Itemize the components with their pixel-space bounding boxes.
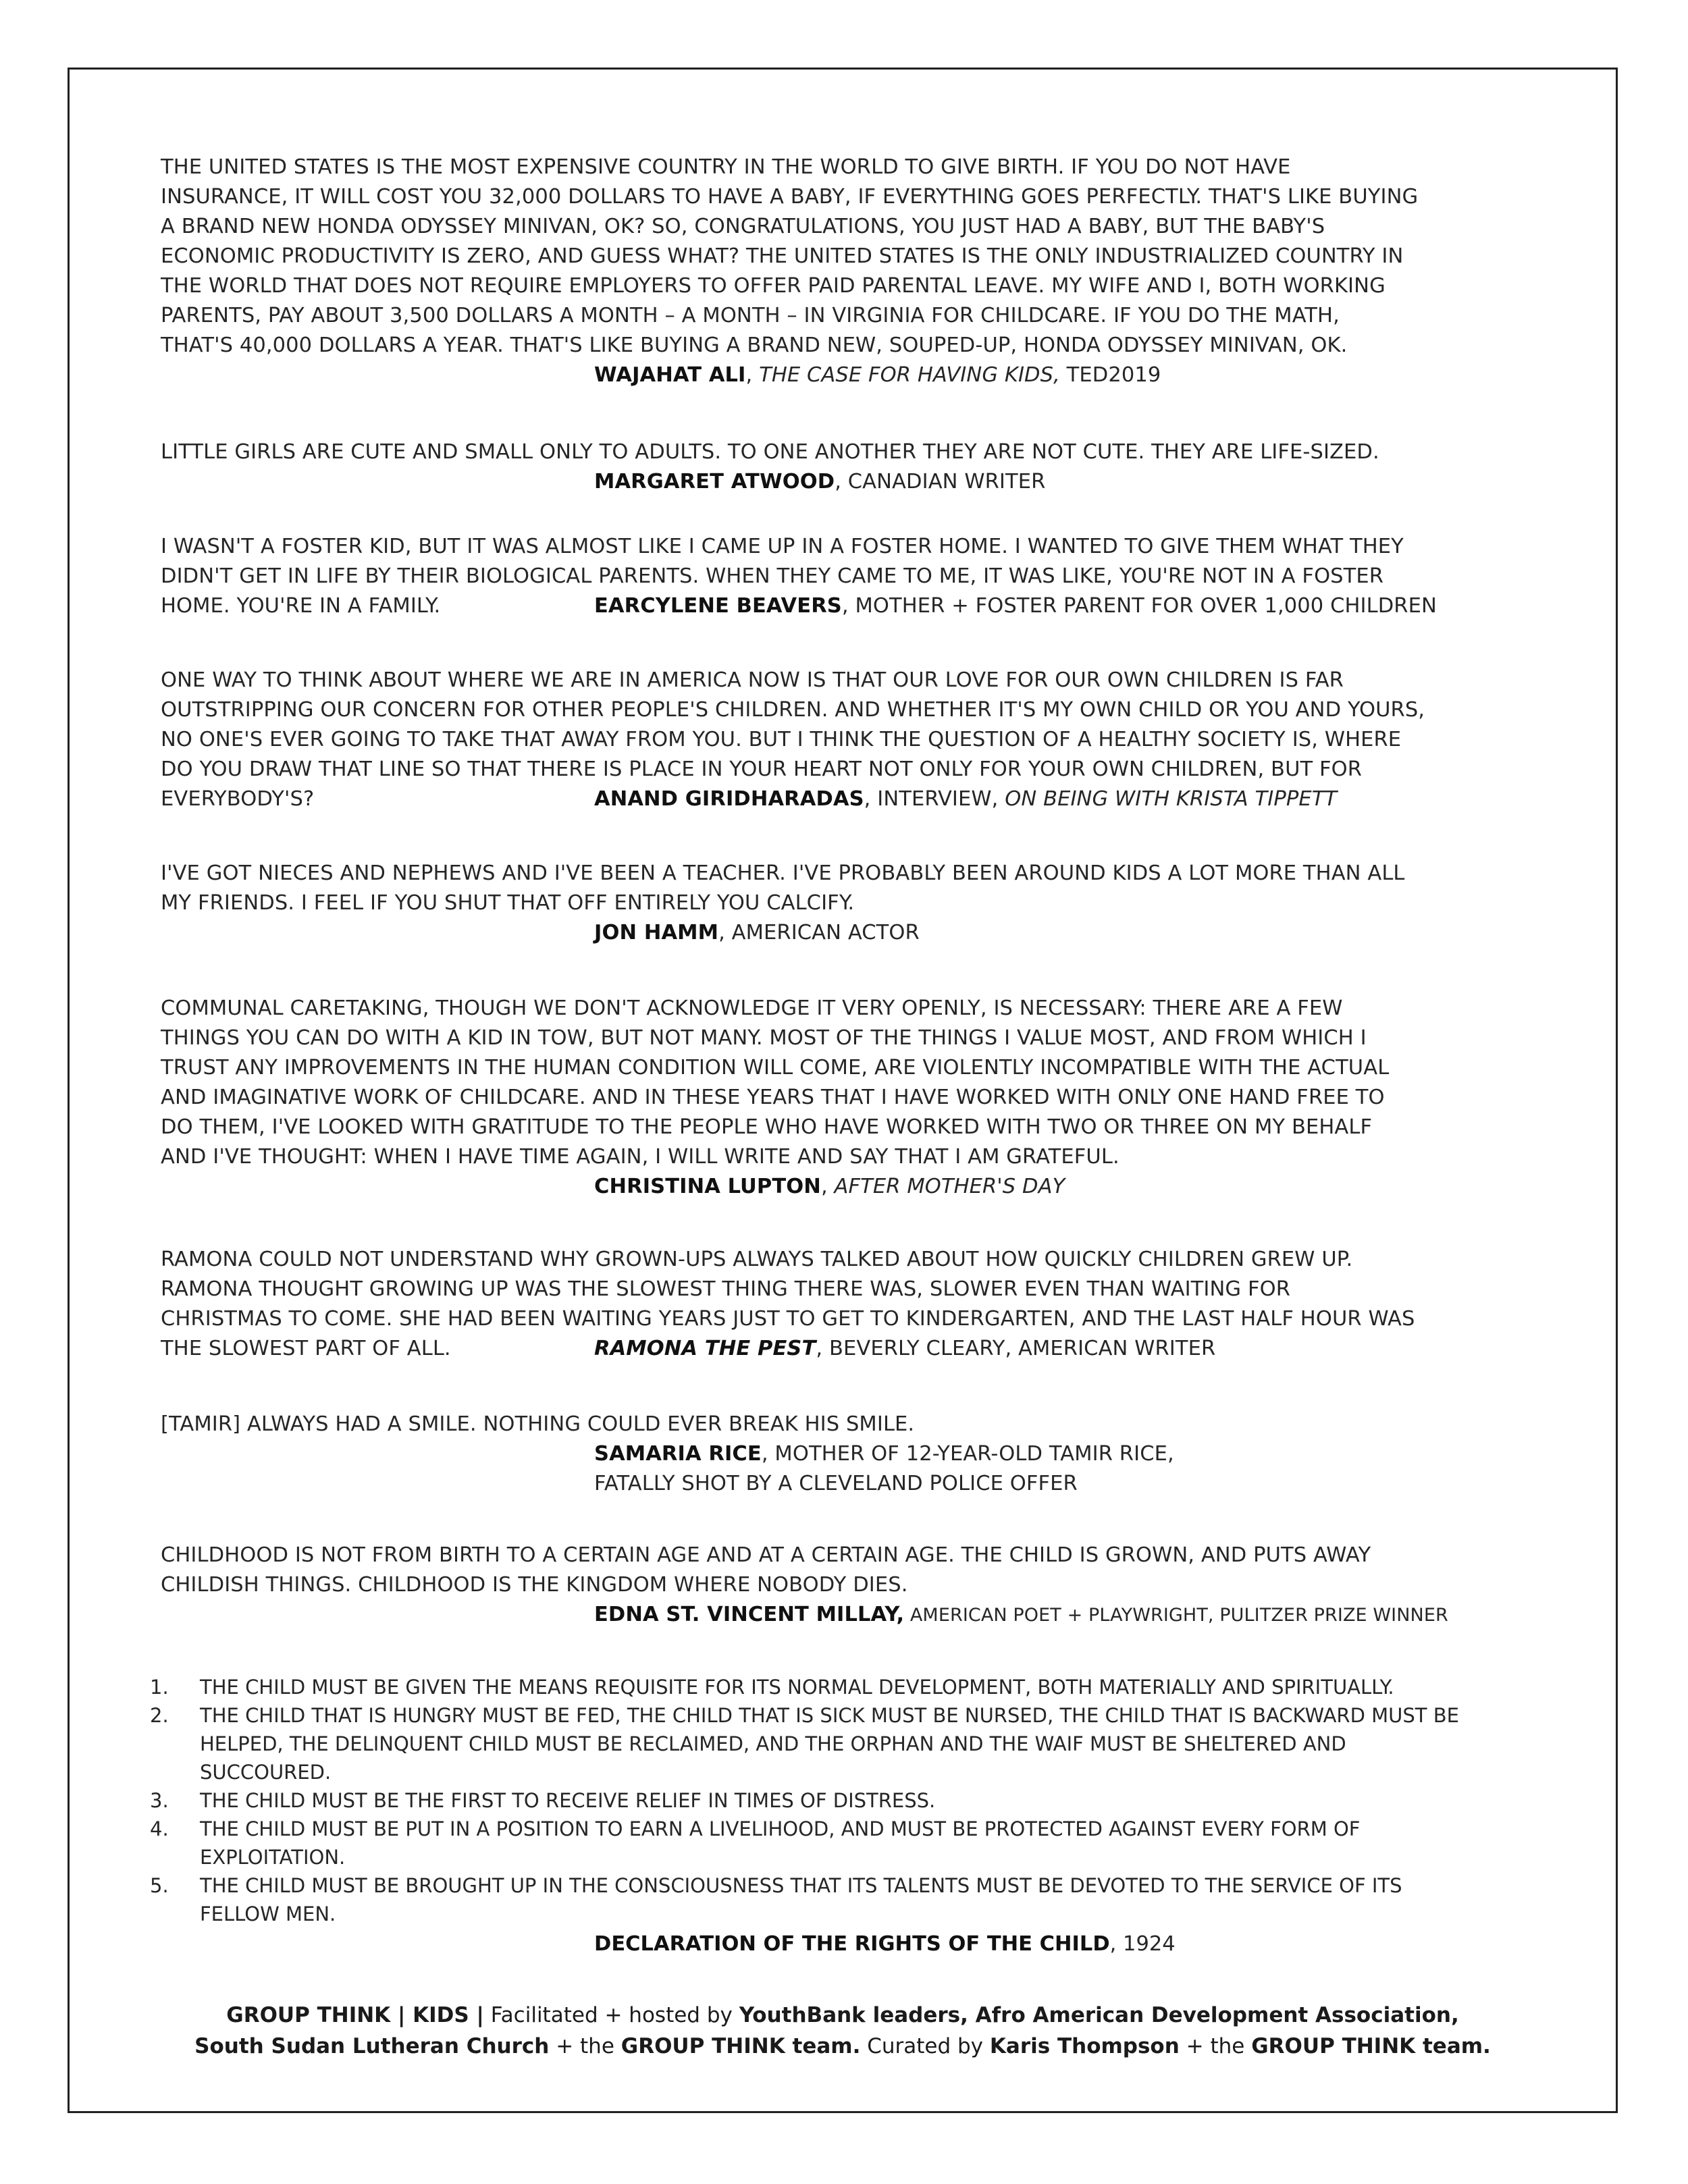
author-name: JON HAMM [594, 921, 719, 944]
list-number: 4. [150, 1817, 169, 1840]
book-title: RAMONA THE PEST [594, 1337, 816, 1360]
attribution: SAMARIA RICE, MOTHER OF 12-YEAR-OLD TAMIR RICE, [594, 1442, 1174, 1466]
quote-last-line-with-attribution: HOME. YOU'RE IN A FAMILY. EARCYLENE BEAVERS, MOTHER + FOSTER PARENT FOR OVER 1,000 CHILDREN [161, 594, 1437, 618]
quote-line: CHRISTMAS TO COME. SHE HAD BEEN WAITING YEARS JUST TO GET TO KINDERGARTEN, AND THE LAST HALF HOUR WAS [161, 1307, 1415, 1331]
quote-line: RAMONA COULD NOT UNDERSTAND WHY GROWN-UPS ALWAYS TALKED ABOUT HOW QUICKLY CHILDREN GREW UP. [161, 1248, 1353, 1271]
host-organization: South Sudan Lutheran Church [194, 2034, 550, 2058]
quote-ramona-the-pest [161, 1245, 1552, 1364]
quote-line: THAT'S 40,000 DOLLARS A YEAR. THAT'S LIKE BUYING A BRAND NEW, SOUPED-UP, HONDA ODYSSEY MINIVAN, OK. [161, 334, 1348, 357]
quote-margaret-atwood [161, 437, 1552, 497]
quote-last-line-with-attribution: THE SLOWEST PART OF ALL. RAMONA THE PEST, BEVERLY CLEARY, AMERICAN WRITER [161, 1337, 1216, 1360]
quote-line: CHILDISH THINGS. CHILDHOOD IS THE KINGDOM WHERE NOBODY DIES. [161, 1573, 908, 1597]
document-title: DECLARATION OF THE RIGHTS OF THE CHILD [594, 1932, 1110, 1956]
host-organizations: YouthBank leaders, Afro American Development Association, [739, 2003, 1459, 2027]
quote-line: ONE WAY TO THINK ABOUT WHERE WE ARE IN AMERICA NOW IS THAT OUR LOVE FOR OUR OWN CHILDREN IS FAR [161, 668, 1344, 692]
author-name: SAMARIA RICE [594, 1442, 762, 1466]
quote-line: MY FRIENDS. I FEEL IF YOU SHUT THAT OFF ENTIRELY YOU CALCIFY. [161, 891, 855, 915]
list-number: 3. [150, 1789, 169, 1812]
list-item: 3. THE CHILD MUST BE THE FIRST TO RECEIVE RELIEF IN TIMES OF DISTRESS. [142, 1786, 1560, 1815]
list-number: 1. [150, 1676, 169, 1699]
author-name: WAJAHAT ALI [594, 363, 746, 387]
list-number: 5. [150, 1874, 169, 1897]
list-item: 5. THE CHILD MUST BE BROUGHT UP IN THE CONSCIOUSNESS THAT ITS TALENTS MUST BE DEVOTED TO THE SERVICE OF ITS FELLOW MEN. [142, 1871, 1560, 1928]
source-title: THE CASE FOR HAVING KIDS, [759, 363, 1060, 387]
attribution-continued: FATALLY SHOT BY A CLEVELAND POLICE OFFER [594, 1472, 1078, 1495]
curator-name: Karis Thompson [989, 2034, 1180, 2058]
attribution: WAJAHAT ALI, THE CASE FOR HAVING KIDS, TED2019 [594, 363, 1161, 387]
attribution: MARGARET ATWOOD, CANADIAN WRITER [594, 470, 1046, 494]
quote-line: PARENTS, PAY ABOUT 3,500 DOLLARS A MONTH – A MONTH – IN VIRGINIA FOR CHILDCARE. IF YOU DO THE MATH, [161, 304, 1340, 327]
quote-line: [TAMIR] ALWAYS HAD A SMILE. NOTHING COULD EVER BREAK HIS SMILE. [161, 1412, 915, 1436]
source-title: AFTER MOTHER'S DAY [834, 1175, 1065, 1198]
quote-line: ECONOMIC PRODUCTIVITY IS ZERO, AND GUESS WHAT? THE UNITED STATES IS THE ONLY INDUSTRIALIZED COUNTRY IN [161, 244, 1404, 268]
author-name: CHRISTINA LUPTON [594, 1175, 821, 1198]
author-name: MARGARET ATWOOD [594, 470, 835, 494]
quote-line: OUTSTRIPPING OUR CONCERN FOR OTHER PEOPLE'S CHILDREN. AND WHETHER IT'S MY OWN CHILD OR YOU AND YOURS, [161, 698, 1425, 722]
quote-line: I'VE GOT NIECES AND NEPHEWS AND I'VE BEEN A TEACHER. I'VE PROBABLY BEEN AROUND KIDS A LOT MORE THAN ALL [161, 861, 1405, 885]
quote-line: NO ONE'S EVER GOING TO TAKE THAT AWAY FROM YOU. BUT I THINK THE QUESTION OF A HEALTHY SOCIETY IS, WHERE [161, 728, 1402, 751]
quote-line: AND IMAGINATIVE WORK OF CHILDCARE. AND IN THESE YEARS THAT I HAVE WORKED WITH ONLY ONE HAND FREE TO [161, 1086, 1385, 1109]
quote-line: LITTLE GIRLS ARE CUTE AND SMALL ONLY TO ADULTS. TO ONE ANOTHER THEY ARE NOT CUTE. THEY ARE LIFE-SIZED. [161, 440, 1379, 464]
declaration-attribution: DECLARATION OF THE RIGHTS OF THE CHILD, 1924 [594, 1932, 1176, 1956]
quote-earcylene-beavers [161, 532, 1552, 621]
quote-line: DO YOU DRAW THAT LINE SO THAT THERE IS PLACE IN YOUR HEART NOT ONLY FOR YOUR OWN CHILDREN, BUT FOR [161, 757, 1363, 781]
quote-line: THE WORLD THAT DOES NOT REQUIRE EMPLOYERS TO OFFER PAID PARENTAL LEAVE. MY WIFE AND I, BOTH WORKING [161, 274, 1386, 298]
team-name: GROUP THINK team. [1251, 2034, 1491, 2058]
quote-samaria-rice [161, 1410, 1552, 1499]
quote-last-line-with-attribution: EVERYBODY'S? ANAND GIRIDHARADAS, INTERVIEW, ON BEING WITH KRISTA TIPPETT [161, 787, 1338, 811]
attribution: CHRISTINA LUPTON, AFTER MOTHER'S DAY [594, 1175, 1065, 1198]
author-name: EARCYLENE BEAVERS [594, 594, 842, 618]
quote-line: CHILDHOOD IS NOT FROM BIRTH TO A CERTAIN AGE AND AT A CERTAIN AGE. THE CHILD IS GROWN, AND PUTS AWAY [161, 1543, 1371, 1567]
attribution: JON HAMM, AMERICAN ACTOR [594, 921, 920, 944]
author-name: ANAND GIRIDHARADAS [594, 787, 864, 811]
team-name: GROUP THINK team. [621, 2034, 861, 2058]
quote-line: I WASN'T A FOSTER KID, BUT IT WAS ALMOST LIKE I CAME UP IN A FOSTER HOME. I WANTED TO GIVE THEM WHAT THEY [161, 535, 1404, 558]
quote-line: THINGS YOU CAN DO WITH A KID IN TOW, BUT NOT MANY. MOST OF THE THINGS I VALUE MOST, AND FROM WHICH I [161, 1026, 1367, 1050]
list-number: 2. [150, 1704, 169, 1727]
quote-anand-giridharadas [161, 666, 1552, 814]
quote-line: AND I'VE THOUGHT: WHEN I HAVE TIME AGAIN, I WILL WRITE AND SAY THAT I AM GRATEFUL. [161, 1145, 1119, 1169]
quote-line: RAMONA THOUGHT GROWING UP WAS THE SLOWEST THING THERE WAS, SLOWER EVEN THAN WAITING FOR [161, 1277, 1290, 1301]
quote-wajahat-ali [161, 153, 1552, 390]
list-item: 4. THE CHILD MUST BE PUT IN A POSITION TO EARN A LIVELIHOOD, AND MUST BE PROTECTED AGAINST EVERY FORM OF EXPLOITATION. [142, 1815, 1560, 1871]
quote-line: INSURANCE, IT WILL COST YOU 32,000 DOLLARS TO HAVE A BABY, IF EVERYTHING GOES PERFECTLY. THAT'S LIKE BUYING [161, 185, 1419, 209]
footer-line: South Sudan Lutheran Church + the GROUP THINK team. Curated by Karis Thompson + the GROUP THINK team. [194, 2034, 1491, 2058]
quote-jon-hamm [161, 859, 1552, 948]
quote-line: DO THEM, I'VE LOOKED WITH GRATITUDE TO THE PEOPLE WHO HAVE WORKED WITH TWO OR THREE ON MY BEHALF [161, 1115, 1373, 1139]
attribution: EDNA ST. VINCENT MILLAY, AMERICAN POET + PLAYWRIGHT, PULITZER PRIZE WINNER [594, 1603, 1448, 1626]
quote-line: DIDN'T GET IN LIFE BY THEIR BIOLOGICAL PARENTS. WHEN THEY CAME TO ME, IT WAS LIKE, YOU'RE NOT IN A FOSTER [161, 564, 1384, 588]
quote-line: TRUST ANY IMPROVEMENTS IN THE HUMAN CONDITION WILL COME, ARE VIOLENTLY INCOMPATIBLE WITH THE ACTUAL [161, 1056, 1390, 1080]
quote-edna-st-vincent-millay [161, 1541, 1552, 1630]
program-title: GROUP THINK | KIDS | [226, 2003, 484, 2027]
quote-line: COMMUNAL CARETAKING, THOUGH WE DON'T ACKNOWLEDGE IT VERY OPENLY, IS NECESSARY: THERE ARE A FEW [161, 996, 1343, 1020]
footer-line: GROUP THINK | KIDS | Facilitated + hosted by YouthBank leaders, Afro American Development Association, [226, 2003, 1459, 2027]
list-item: 1. THE CHILD MUST BE GIVEN THE MEANS REQUISITE FOR ITS NORMAL DEVELOPMENT, BOTH MATERIALLY AND SPIRITUALLY. [142, 1673, 1560, 1701]
list-item: 2. THE CHILD THAT IS HUNGRY MUST BE FED, THE CHILD THAT IS SICK MUST BE NURSED, THE CHILD THAT IS BACKWARD MUST BE HELPED, THE DELINQUENT CHILD MUST BE RECLAIMED, AND THE ORPHAN AND THE WAIF MUST BE SHELTERED AND SUCCOURED. [142, 1701, 1560, 1786]
footer-credits [68, 2000, 1618, 2062]
author-name: EDNA ST. VINCENT MILLAY, [594, 1603, 905, 1626]
quote-christina-lupton [161, 994, 1552, 1202]
declaration-list [142, 1673, 1560, 1928]
quote-line: THE UNITED STATES IS THE MOST EXPENSIVE COUNTRY IN THE WORLD TO GIVE BIRTH. IF YOU DO NOT HAVE [161, 155, 1291, 179]
quote-line: A BRAND NEW HONDA ODYSSEY MINIVAN, OK? SO, CONGRATULATIONS, YOU JUST HAD A BABY, BUT THE BABY'S [161, 215, 1325, 238]
source-title: ON BEING WITH KRISTA TIPPETT [1005, 787, 1338, 811]
